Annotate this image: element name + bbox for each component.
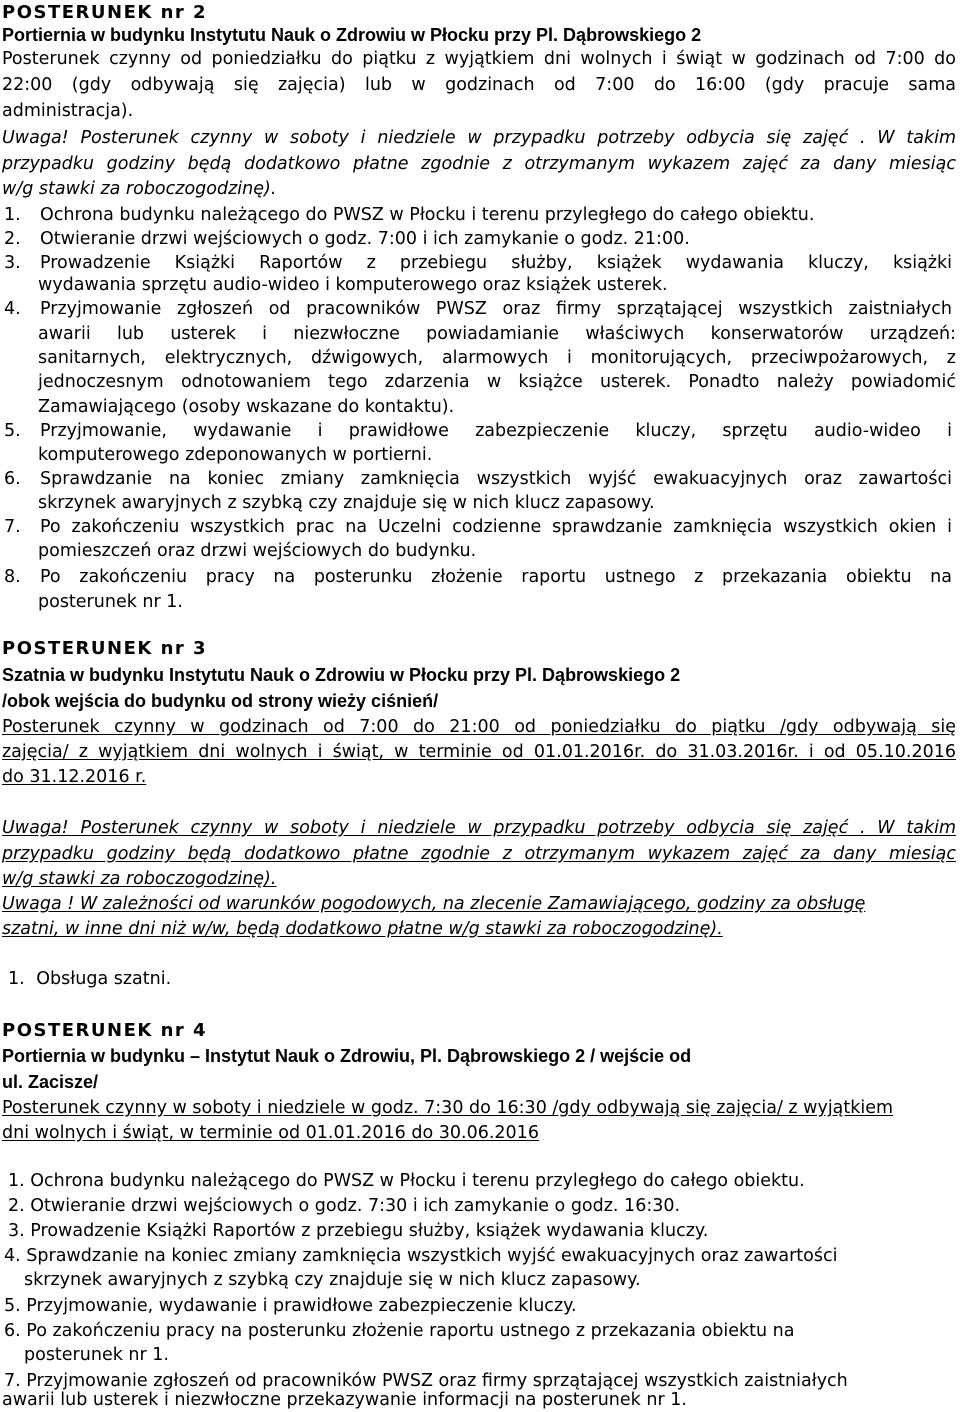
list-number: 5. xyxy=(4,421,21,441)
list-number: 3. xyxy=(8,1221,25,1241)
list-text-continued: jednoczesnym odnotowaniem tego zdarzenia w książce usterek. Ponadto należy powiadomić xyxy=(38,372,956,392)
list-number: 1. xyxy=(8,1171,25,1191)
section-3-note2-line: szatni, w inne dni niż w/w, będą dodatkowo płatne w/g stawki za roboczogodzinę). xyxy=(2,919,723,939)
list-number: 1. xyxy=(8,969,25,989)
list-text: Sprawdzanie na koniec zmiany zamknięcia wszystkich wyjść ewakuacyjnych oraz zawartości xyxy=(40,469,952,489)
section-4-hours-line: Posterunek czynny w soboty i niedziele w godz. 7:30 do 16:30 /gdy odbywają się zajęcia/ z wyjątkiem xyxy=(2,1098,894,1118)
list-text: Otwieranie drzwi wejściowych o godz. 7:30 i ich zamykanie o godz. 16:30. xyxy=(30,1196,681,1216)
list-number: 1. xyxy=(4,205,21,225)
list-text-continued: wydawania sprzętu audio-wideo i komputerowego oraz książek usterek. xyxy=(38,275,668,295)
list-text: Otwieranie drzwi wejściowych o godz. 7:00 i ich zamykanie o godz. 21:00. xyxy=(40,229,690,249)
list-text-continued: Zamawiającego (osoby wskazane do kontaktu). xyxy=(38,397,455,417)
list-text-continued: skrzynek awaryjnych z szybką czy znajduje się w nich klucz zapasowy. xyxy=(24,1270,641,1290)
section-3-heading: POSTERUNEK nr 3 xyxy=(2,638,208,659)
section-2-hours-line: 22:00 (gdy odbywają się zajęcia) lub w godzinach od 7:00 do 16:00 (gdy pracuje sama xyxy=(2,75,956,95)
list-number: 5. xyxy=(4,1296,21,1316)
list-number: 7. xyxy=(4,517,21,537)
list-number: 6. xyxy=(4,469,21,489)
list-text-continued: awarii lub usterek i niezwłoczne przekazywanie informacji na posterunek nr 1. xyxy=(2,1390,687,1410)
section-4-list-item xyxy=(8,1170,956,1192)
section-2-hours-line: Posterunek czynny od poniedziałku do piątku z wyjątkiem dni wolnych i świąt w godzinach od 7:00 do xyxy=(2,49,956,69)
list-text-continued: awarii lub usterek i niezwłoczne powiadamianie właściwych konserwatorów urządzeń: xyxy=(38,324,956,344)
list-text: Obsługa szatni. xyxy=(36,969,172,989)
section-4-heading: POSTERUNEK nr 4 xyxy=(2,1020,208,1041)
section-2-hours-line: administracja). xyxy=(2,101,134,121)
section-4-list-item xyxy=(4,1295,956,1317)
section-4-list-item xyxy=(4,1320,956,1342)
section-3-list-item xyxy=(8,968,956,990)
list-text: Sprawdzanie na koniec zmiany zamknięcia wszystkich wyjść ewakuacyjnych oraz zawartości xyxy=(26,1246,838,1266)
list-text: Przyjmowanie zgłoszeń od pracowników PWSZ oraz firmy sprzątającej wszystkich zaistniałych xyxy=(40,299,952,319)
list-text-continued: pomieszczeń oraz drzwi wejściowych do budynku. xyxy=(38,541,477,561)
section-2-note-line: Uwaga! Posterunek czynny w soboty i niedziele w przypadku potrzeby odbycia się zajęć . W takim xyxy=(2,128,956,148)
list-number: 4. xyxy=(4,299,21,319)
section-4-subtitle: ul. Zacisze/ xyxy=(2,1072,99,1092)
section-2-note-line: przypadku godziny będą dodatkowo płatne zgodnie z otrzymanym wykazem zajęć za dany miesiąc xyxy=(2,154,956,174)
section-4-list-item xyxy=(4,1245,956,1267)
section-4-list-item xyxy=(8,1195,956,1217)
list-text: Przyjmowanie zgłoszeń od pracowników PWSZ oraz firmy sprzątającej wszystkich zaistniałych xyxy=(26,1371,848,1391)
section-4-list-item xyxy=(8,1220,956,1242)
list-text: Prowadzenie Książki Raportów z przebiegu służby, książek wydawania kluczy, książki xyxy=(40,253,952,273)
section-3-hours-line: do 31.12.2016 r. xyxy=(2,767,147,787)
section-2-heading: POSTERUNEK nr 2 xyxy=(2,2,208,23)
list-text: Ochrona budynku należącego do PWSZ w Płocku i terenu przyległego do całego obiektu. xyxy=(30,1171,805,1191)
section-3-subtitle-location: /obok wejścia do budynku od strony wieży ciśnień/ xyxy=(2,691,439,711)
section-4-subtitle: Portiernia w budynku – Instytut Nauk o Zdrowiu, Pl. Dąbrowskiego 2 / wejście od xyxy=(2,1046,692,1066)
list-number: 6. xyxy=(4,1321,21,1341)
section-2-note-line: w/g stawki za roboczogodzinę). xyxy=(2,179,277,199)
list-number: 8. xyxy=(4,567,21,587)
list-text: Przyjmowanie, wydawanie i prawidłowe zabezpieczenie kluczy, sprzętu audio-wideo i xyxy=(40,421,952,441)
list-text-continued: sanitarnych, elektrycznych, dźwigowych, alarmowych i monitorujących, przeciwpożarowych, z xyxy=(38,348,956,368)
list-number: 7. xyxy=(4,1371,21,1391)
list-text-continued: komputerowego zdeponowanych w portierni. xyxy=(38,445,433,465)
list-text: Ochrona budynku należącego do PWSZ w Płocku i terenu przyległego do całego obiektu. xyxy=(40,205,815,225)
section-3-subtitle: Szatnia w budynku Instytutu Nauk o Zdrowiu w Płocku przy Pl. Dąbrowskiego 2 xyxy=(2,665,681,685)
section-3-hours-line: zajęcia/ z wyjątkiem dni wolnych i świąt, w terminie od 01.01.2016r. do 31.03.2016r. i od 05.10.2016 xyxy=(2,742,956,762)
list-number: 4. xyxy=(4,1246,21,1266)
list-text: Przyjmowanie, wydawanie i prawidłowe zabezpieczenie kluczy. xyxy=(26,1296,577,1316)
list-number: 2. xyxy=(4,229,21,249)
section-2-subtitle: Portiernia w budynku Instytutu Nauk o Zdrowiu w Płocku przy Pl. Dąbrowskiego 2 xyxy=(2,25,702,45)
section-3-note-line: w/g stawki za roboczogodzinę). xyxy=(2,869,277,889)
section-3-hours-line: Posterunek czynny w godzinach od 7:00 do 21:00 od poniedziałku do piątku /gdy odbywają się xyxy=(2,717,956,737)
list-text: Po zakończeniu pracy na posterunku złożenie raportu ustnego z przekazania obiektu na xyxy=(26,1321,795,1341)
section-4-hours-line: dni wolnych i świąt, w terminie od 01.01.2016 do 30.06.2016 xyxy=(2,1123,539,1143)
list-text: Prowadzenie Książki Raportów z przebiegu służby, książek wydawania kluczy. xyxy=(30,1221,709,1241)
list-text-continued: posterunek nr 1. xyxy=(38,592,183,612)
list-text: Po zakończeniu pracy na posterunku złożenie raportu ustnego z przekazania obiektu na xyxy=(40,567,952,587)
list-number: 2. xyxy=(8,1196,25,1216)
section-3-note2-line: Uwaga ! W zależności od warunków pogodowych, na zlecenie Zamawiającego, godziny za obsługę xyxy=(2,894,866,914)
list-text-continued: posterunek nr 1. xyxy=(24,1345,169,1365)
list-text: Po zakończeniu wszystkich prac na Uczelni codzienne sprawdzanie zamknięcia wszystkich okien i xyxy=(40,517,952,537)
section-3-note-line: Uwaga! Posterunek czynny w soboty i niedziele w przypadku potrzeby odbycia się zajęć . W takim xyxy=(2,818,956,838)
list-text-continued: skrzynek awaryjnych z szybką czy znajduje się w nich klucz zapasowy. xyxy=(38,493,655,513)
list-number: 3. xyxy=(4,253,21,273)
section-3-note-line: przypadku godziny będą dodatkowo płatne zgodnie z otrzymanym wykazem zajęć za dany miesiąc xyxy=(2,844,956,864)
